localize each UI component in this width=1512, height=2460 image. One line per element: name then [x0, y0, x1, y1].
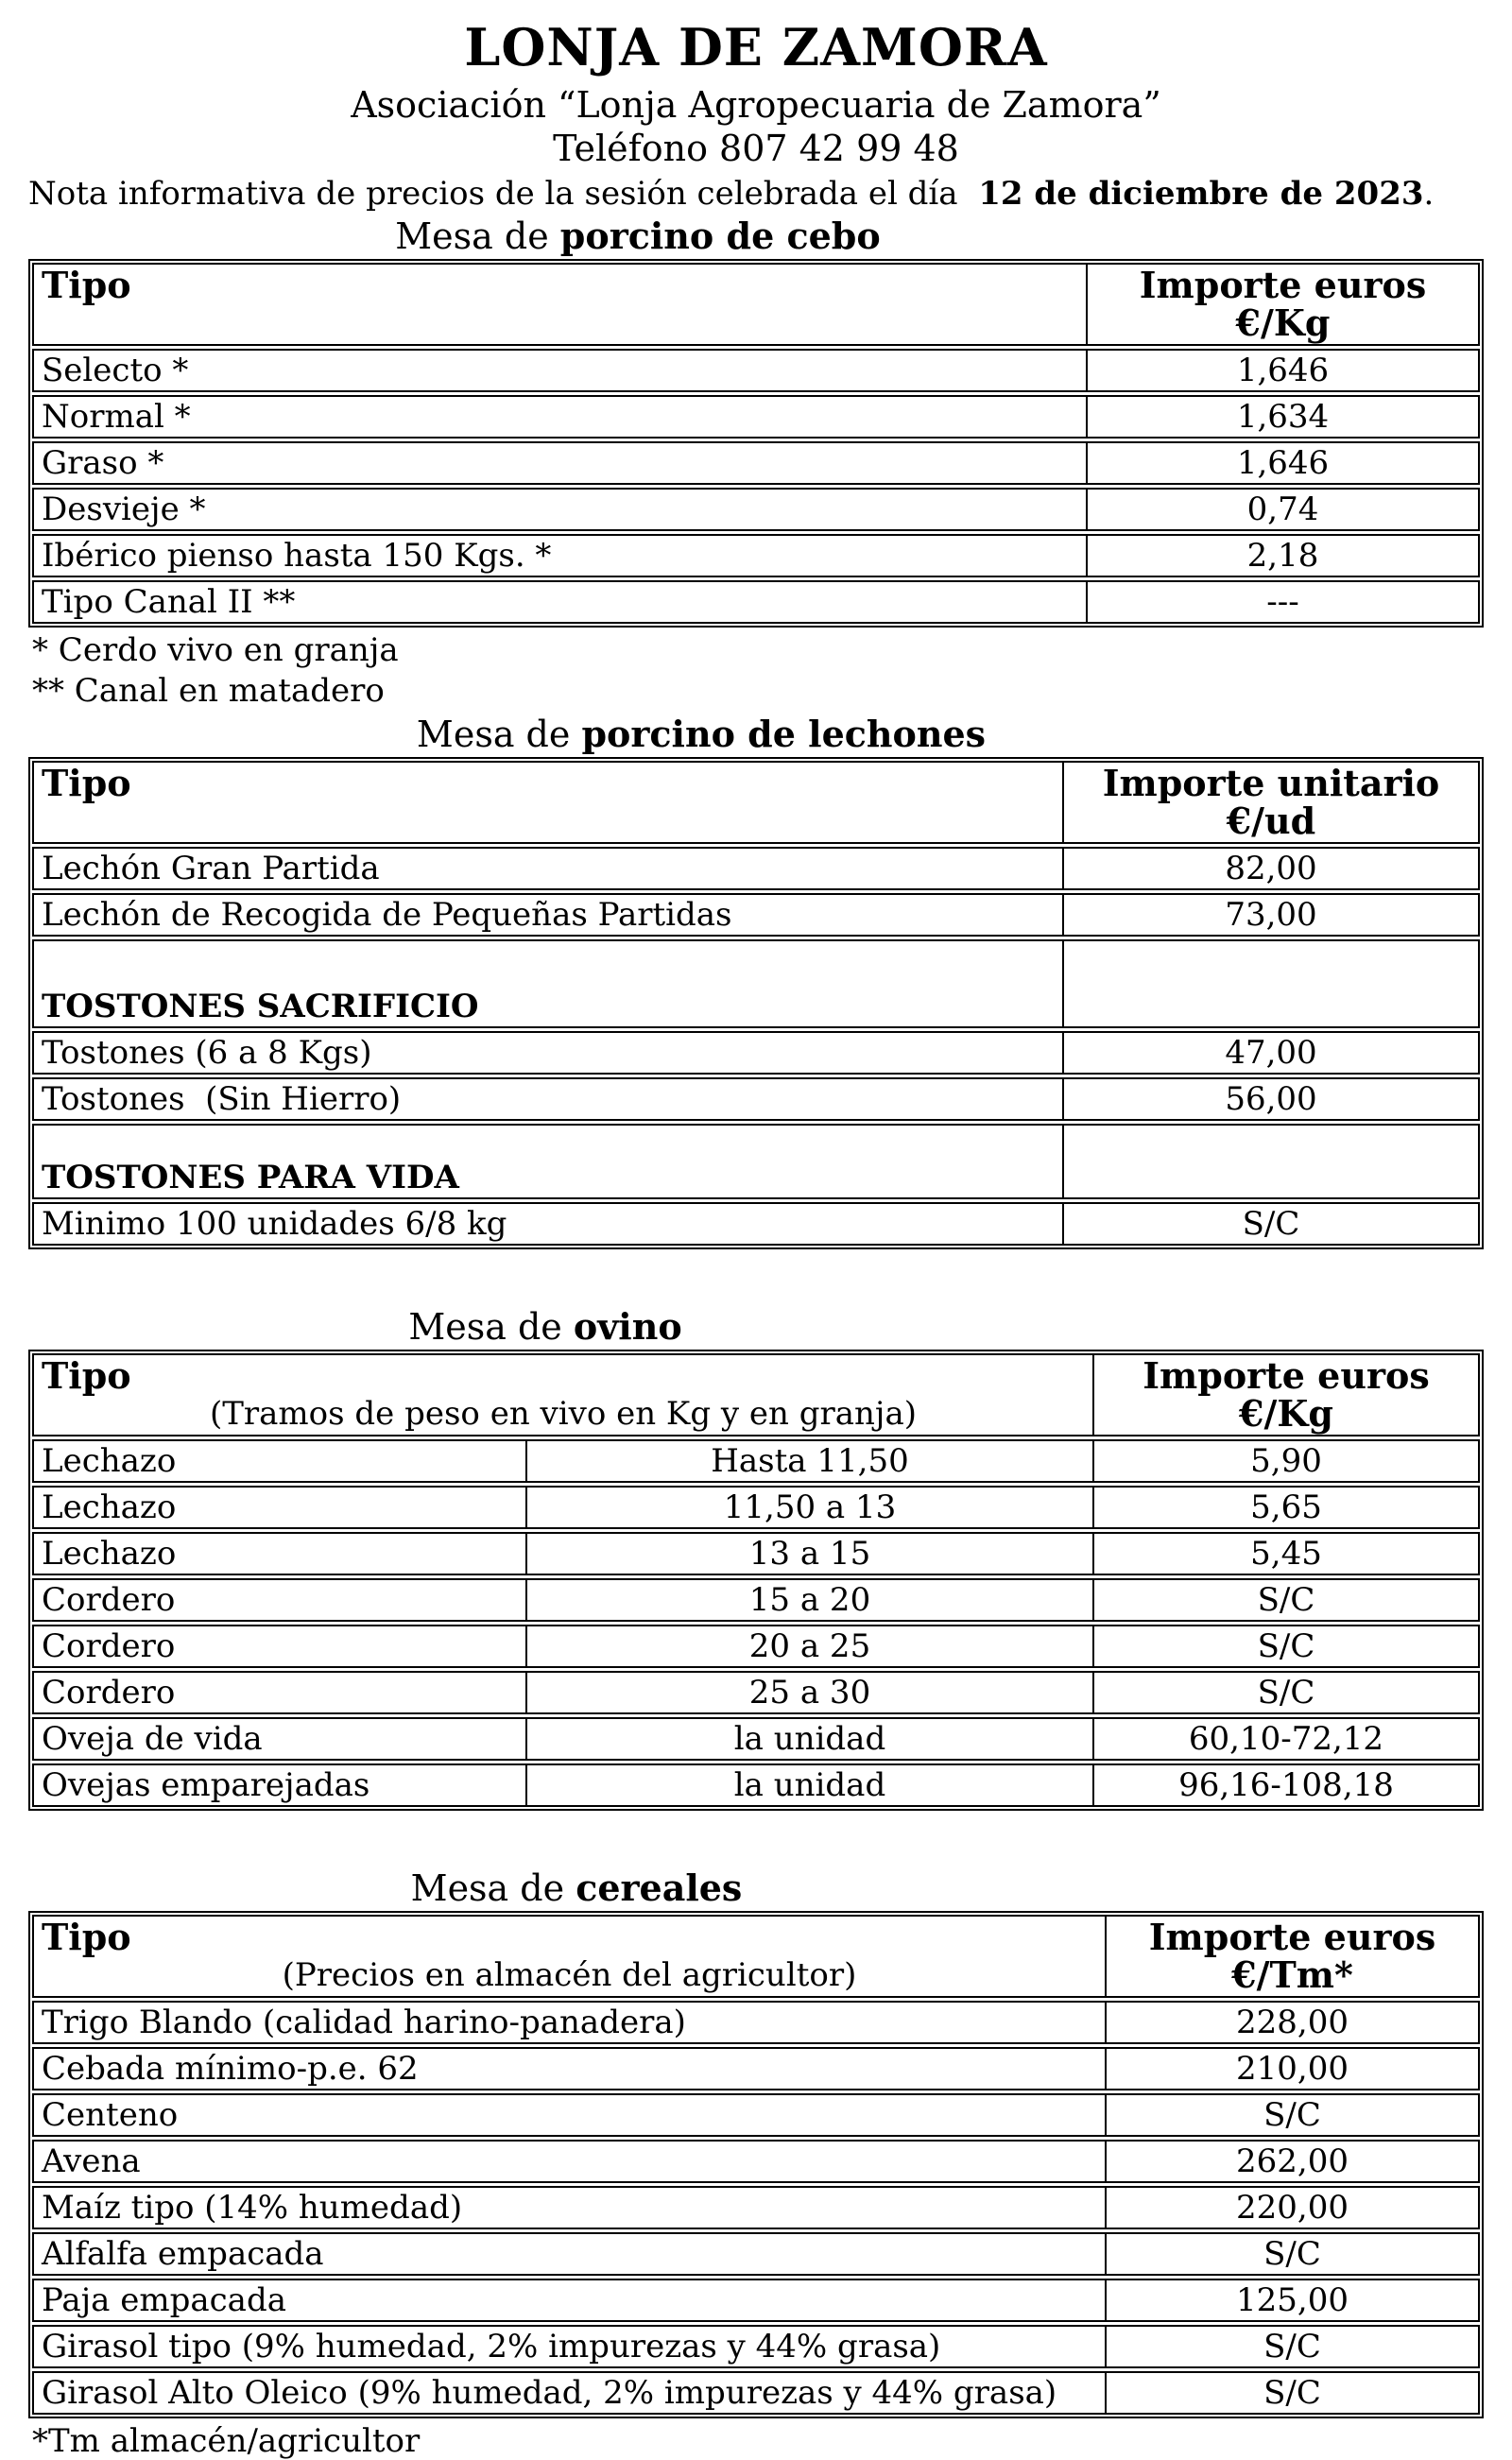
table-row [32, 2093, 1480, 2137]
row-range: 15 a 20 [525, 1580, 1092, 1620]
table-row [32, 2186, 1480, 2229]
row-label: Cebada mínimo-p.e. 62 [42, 2050, 419, 2088]
row-price: S/C [1062, 1204, 1478, 1244]
row-price: 1,646 [1086, 351, 1478, 390]
row-price: 5,65 [1092, 1488, 1478, 1527]
row-label: Trigo Blando (calidad harino-panadera) [42, 2004, 686, 2041]
table-row [32, 1031, 1480, 1075]
row-range: Hasta 11,50 [525, 1441, 1092, 1481]
importe-unit-line1: Importe euros [1139, 264, 1427, 306]
row-price: 220,00 [1105, 2188, 1478, 2228]
column-header-tipo [34, 265, 1086, 344]
row-price: 0,74 [1086, 490, 1478, 529]
section-spacer [28, 1249, 1484, 1304]
tipo-header-label: Tipo [42, 1354, 131, 1397]
heading-prefix: Mesa de [395, 215, 560, 257]
ovino-table [28, 1350, 1484, 1811]
table-row [32, 1202, 1480, 1246]
row-label: Lechón de Recogida de Pequeñas Partidas [42, 896, 732, 934]
row-label: Normal * [42, 398, 191, 436]
row-label: Tostones (6 a 8 Kgs) [42, 1034, 372, 1072]
footnote-cerdo-vivo: * Cerdo vivo en granja [32, 631, 399, 669]
importe-unit-line1: Importe euros [1148, 1916, 1436, 1958]
row-label: Girasol Alto Oleico (9% humedad, 2% impurezas y 44% grasa) [42, 2374, 1057, 2412]
table-row [32, 1625, 1480, 1668]
row-price: 1,646 [1086, 443, 1478, 483]
row-price: S/C [1092, 1580, 1478, 1620]
column-header-importe [1105, 1917, 1478, 1996]
row-label: Cordero [42, 1674, 176, 1712]
row-label: Graso * [42, 444, 164, 482]
row-price: 210,00 [1105, 2049, 1478, 2089]
row-price: 5,45 [1092, 1534, 1478, 1574]
column-header-tipo [34, 763, 1062, 842]
table-row [32, 2325, 1480, 2368]
row-price: S/C [1092, 1673, 1478, 1712]
row-price: 96,16-108,18 [1092, 1765, 1478, 1805]
row-price [1062, 941, 1478, 1026]
tipo-header-label: Tipo [42, 762, 131, 804]
tipo-header-label: Tipo [42, 1916, 131, 1958]
row-label: Avena [42, 2142, 141, 2180]
row-label: Oveja de vida [42, 1720, 263, 1758]
table-row [32, 2279, 1480, 2322]
section-row-tostones-sacrificio [32, 939, 1480, 1028]
table-row [32, 2047, 1480, 2090]
row-price: S/C [1105, 2373, 1478, 2413]
column-header-tipo [34, 1917, 1105, 1996]
column-header-importe [1092, 1355, 1478, 1435]
row-label: Selecto * [42, 352, 189, 389]
column-header-tipo [34, 1355, 1092, 1435]
row-range: 20 a 25 [525, 1626, 1092, 1666]
row-price: S/C [1105, 2327, 1478, 2366]
row-price: 47,00 [1062, 1033, 1478, 1073]
cebo-table [28, 259, 1484, 628]
table-row [32, 2232, 1480, 2276]
row-label: Lechazo [42, 1442, 177, 1480]
row-label: Minimo 100 unidades 6/8 kg [42, 1205, 507, 1243]
row-price: 5,90 [1092, 1441, 1478, 1481]
section-row-tostones-para-vida [32, 1124, 1480, 1199]
row-price: 82,00 [1062, 849, 1478, 888]
lechones-header-row [32, 761, 1480, 844]
table-row [32, 2140, 1480, 2183]
row-range: 25 a 30 [525, 1673, 1092, 1712]
table-row [32, 1671, 1480, 1714]
row-price: 262,00 [1105, 2142, 1478, 2181]
table-row [32, 580, 1480, 624]
heading-prefix: Mesa de [410, 1867, 576, 1909]
column-header-importe [1062, 763, 1478, 842]
row-price: 125,00 [1105, 2280, 1478, 2320]
phone-line: Teléfono 807 42 99 48 [553, 128, 959, 169]
cebo-header-row [32, 263, 1480, 346]
footnote-canal-matadero: ** Canal en matadero [32, 672, 385, 710]
row-price: 228,00 [1105, 2003, 1478, 2042]
row-label: Lechón Gran Partida [42, 850, 380, 887]
table-row [32, 1439, 1480, 1483]
association-subtitle: Asociación “Lonja Agropecuaria de Zamora” [351, 84, 1161, 126]
row-range: 13 a 15 [525, 1534, 1092, 1574]
importe-unit-line2: €/Tm* [1231, 1953, 1353, 1996]
table-row [32, 1578, 1480, 1622]
heading-name: cereales [576, 1867, 743, 1909]
row-label: TOSTONES SACRIFICIO [42, 988, 479, 1025]
session-note [28, 174, 1484, 214]
row-label: Tostones (Sin Hierro) [42, 1080, 402, 1118]
table-row [32, 1763, 1480, 1807]
cereales-table [28, 1911, 1484, 2418]
session-note-period: . [1423, 175, 1435, 213]
row-range: 11,50 a 13 [525, 1488, 1092, 1527]
table-row [32, 1532, 1480, 1575]
table-row [32, 534, 1480, 577]
table-row [32, 395, 1480, 439]
row-label: TOSTONES PARA VIDA [42, 1159, 459, 1196]
table-row [32, 2371, 1480, 2415]
section-heading-ovino [28, 1306, 1062, 1348]
importe-unit-line2: €/ud [1226, 800, 1316, 842]
heading-name: ovino [573, 1305, 682, 1348]
tipo-header-subnote: (Precios en almacén del agricultor) [282, 1956, 857, 1994]
table-row [32, 1486, 1480, 1529]
row-label: Desvieje * [42, 490, 206, 528]
cereales-header-row [32, 1915, 1480, 1998]
row-label: Maíz tipo (14% humedad) [42, 2189, 463, 2227]
row-label: Tipo Canal II ** [42, 583, 296, 621]
row-price: 73,00 [1062, 895, 1478, 935]
section-heading-cereales [28, 1867, 1125, 1909]
table-row [32, 847, 1480, 890]
row-price: 1,634 [1086, 397, 1478, 437]
ovino-header-row [32, 1353, 1480, 1436]
importe-unit-line1: Importe euros [1143, 1354, 1430, 1397]
heading-name: porcino de lechones [581, 713, 987, 755]
row-label: Paja empacada [42, 2281, 286, 2319]
heading-prefix: Mesa de [408, 1306, 574, 1348]
row-price [1062, 1126, 1478, 1197]
session-date: 12 de diciembre de 2023 [978, 175, 1424, 213]
section-heading-lechones [28, 714, 1374, 755]
tipo-header-label: Tipo [42, 264, 131, 306]
row-label: Cordero [42, 1627, 176, 1665]
column-header-importe [1086, 265, 1478, 344]
table-row [32, 1077, 1480, 1121]
heading-prefix: Mesa de [416, 714, 582, 755]
row-label: Girasol tipo (9% humedad, 2% impurezas y 44% grasa) [42, 2328, 941, 2365]
row-price: --- [1086, 582, 1478, 622]
session-note-text: Nota informativa de precios de la sesión celebrada el día [28, 175, 979, 213]
row-range: la unidad [525, 1719, 1092, 1759]
page-title: LONJA DE ZAMORA [464, 17, 1048, 77]
row-price: 60,10-72,12 [1092, 1719, 1478, 1759]
table-row [32, 488, 1480, 531]
table-row [32, 441, 1480, 485]
row-label: Centeno [42, 2096, 179, 2134]
table-row [32, 2001, 1480, 2044]
tipo-header-subnote: (Tramos de peso en vivo en Kg y en granja) [209, 1395, 918, 1433]
row-range: la unidad [525, 1765, 1092, 1805]
row-label: Ibérico pienso hasta 150 Kgs. * [42, 537, 552, 575]
row-price: 56,00 [1062, 1079, 1478, 1119]
footnote-tm-almacen: *Tm almacén/agricultor [32, 2422, 421, 2460]
row-label: Lechazo [42, 1488, 177, 1526]
row-price: S/C [1092, 1626, 1478, 1666]
heading-name: porcino de cebo [559, 215, 881, 257]
section-heading-cebo [28, 215, 1247, 257]
row-label: Cordero [42, 1581, 176, 1619]
table-row [32, 1717, 1480, 1761]
table-row [32, 893, 1480, 937]
row-label: Alfalfa empacada [42, 2235, 324, 2273]
row-price: 2,18 [1086, 536, 1478, 576]
row-price: S/C [1105, 2095, 1478, 2135]
importe-unit-line2: €/Kg [1239, 1392, 1333, 1435]
importe-unit-line2: €/Kg [1235, 301, 1331, 344]
importe-unit-line1: Importe unitario [1102, 762, 1440, 804]
table-row [32, 349, 1480, 392]
section-spacer [28, 1811, 1484, 1866]
row-label: Ovejas emparejadas [42, 1766, 370, 1804]
row-label: Lechazo [42, 1535, 177, 1573]
lechones-table [28, 757, 1484, 1249]
row-price: S/C [1105, 2234, 1478, 2274]
